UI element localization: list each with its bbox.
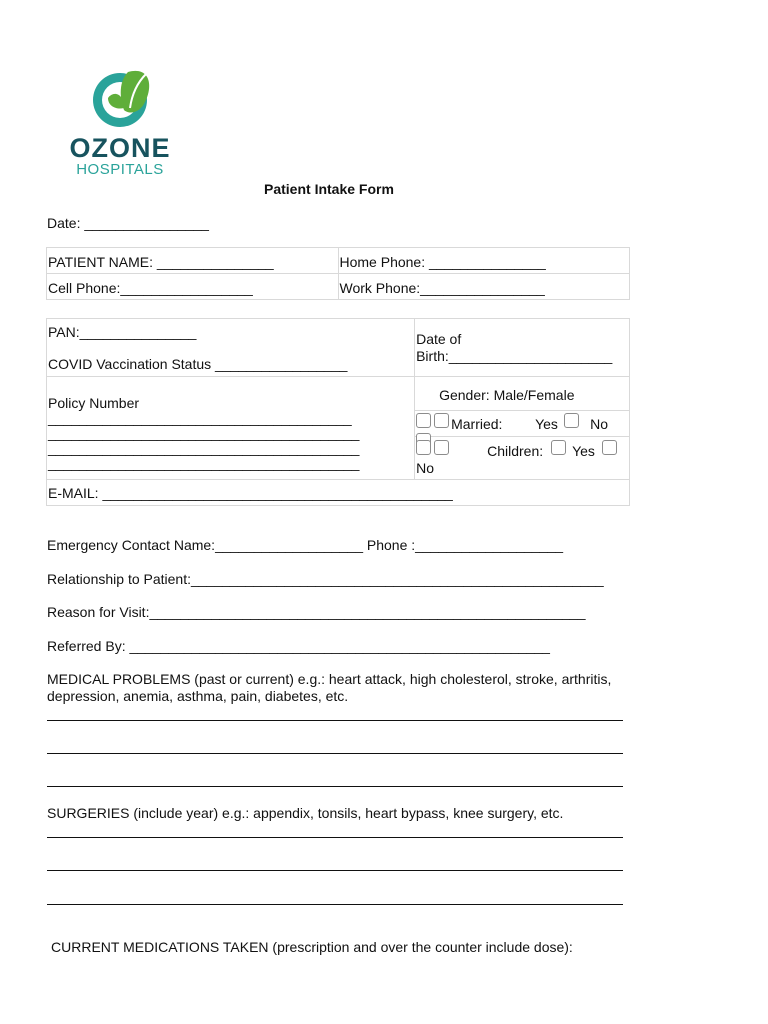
cell-phone-cell[interactable] — [47, 274, 339, 300]
policy-line-3[interactable]: ________________________________________ — [48, 440, 360, 456]
children-yes-checkbox[interactable] — [551, 440, 566, 455]
date-field[interactable]: Date: ________________ — [47, 215, 209, 231]
patient-info-table — [46, 318, 630, 506]
reason-for-visit-field[interactable]: Reason for Visit:________________________________________________________ — [47, 604, 586, 620]
surgeries-answer-line-1[interactable] — [47, 837, 623, 838]
children-no-label: No — [416, 460, 434, 476]
children-label: Children: — [487, 443, 544, 459]
logo-subtitle: HOSPITALS — [76, 161, 164, 178]
married-no-label: No — [590, 416, 608, 432]
pan-field[interactable]: PAN:_______________ — [48, 324, 197, 340]
married-cell — [415, 411, 630, 437]
gender-cell — [415, 377, 630, 411]
relationship-field[interactable]: Relationship to Patient:_____________________________________________________ — [47, 571, 604, 587]
medical-problems-examples: depression, anemia, asthma, pain, diabetes, etc. — [47, 688, 349, 704]
married-checkbox-b[interactable] — [434, 413, 449, 428]
dob-cell — [415, 319, 630, 377]
children-yes-label: Yes — [572, 443, 595, 459]
emergency-contact-field[interactable]: Emergency Contact Name:___________________ Phone :___________________ — [47, 537, 564, 553]
medical-answer-line-1[interactable] — [47, 720, 623, 721]
patient-name-cell[interactable] — [47, 248, 339, 274]
work-phone-cell[interactable] — [338, 274, 630, 300]
policy-number-label: Policy Number — [48, 395, 140, 411]
cell-phone-field[interactable]: Cell Phone:_________________ — [48, 280, 253, 296]
ozone-hospitals-logo — [58, 64, 182, 182]
pan-covid-cell — [47, 319, 415, 377]
form-title: Patient Intake Form — [264, 181, 394, 197]
married-yes-checkbox[interactable] — [564, 413, 579, 428]
logo-wordmark: OZONE — [69, 133, 171, 163]
leaf-logo-icon — [58, 64, 182, 134]
policy-line-4[interactable]: ________________________________________ — [48, 455, 360, 471]
married-checkbox-a[interactable] — [416, 413, 431, 428]
patient-name-field[interactable]: PATIENT NAME: _______________ — [48, 254, 274, 270]
married-label: Married: — [451, 416, 503, 432]
surgeries-answer-line-2[interactable] — [47, 870, 623, 871]
children-no-checkbox[interactable] — [602, 440, 617, 455]
covid-status-field[interactable]: COVID Vaccination Status _________________ — [48, 356, 348, 372]
surgeries-answer-line-3[interactable] — [47, 904, 623, 905]
policy-line-2[interactable]: ________________________________________ — [48, 425, 360, 441]
dob-label: Date of — [416, 331, 462, 347]
children-checkbox-b[interactable] — [434, 440, 449, 455]
policy-cell — [47, 377, 415, 480]
home-phone-cell[interactable] — [338, 248, 630, 274]
current-medications-heading: CURRENT MEDICATIONS TAKEN (prescription and over the counter include dose): — [51, 939, 573, 955]
children-checkbox-a[interactable] — [416, 440, 431, 455]
home-phone-field[interactable]: Home Phone: _______________ — [339, 254, 546, 270]
medical-problems-heading: MEDICAL PROBLEMS (past or current) e.g.: heart attack, high cholesterol, stroke, arthritis, — [47, 671, 612, 687]
email-cell[interactable] — [47, 480, 630, 506]
married-yes-label: Yes — [535, 416, 558, 432]
gender-field[interactable]: Gender: Male/Female — [439, 387, 575, 403]
medical-answer-line-3[interactable] — [47, 786, 623, 787]
referred-by-field[interactable]: Referred By: ______________________________________________________ — [47, 638, 550, 654]
work-phone-field[interactable]: Work Phone:________________ — [339, 280, 545, 296]
children-cell — [415, 437, 630, 480]
surgeries-heading: SURGERIES (include year) e.g.: appendix, tonsils, heart bypass, knee surgery, etc. — [47, 805, 564, 821]
contact-table — [46, 247, 630, 300]
email-field[interactable]: E-MAIL: _____________________________________________ — [48, 485, 453, 501]
medical-answer-line-2[interactable] — [47, 753, 623, 754]
policy-line-1[interactable]: _______________________________________ — [48, 410, 352, 426]
dob-field[interactable]: Birth:_____________________ — [416, 348, 613, 364]
